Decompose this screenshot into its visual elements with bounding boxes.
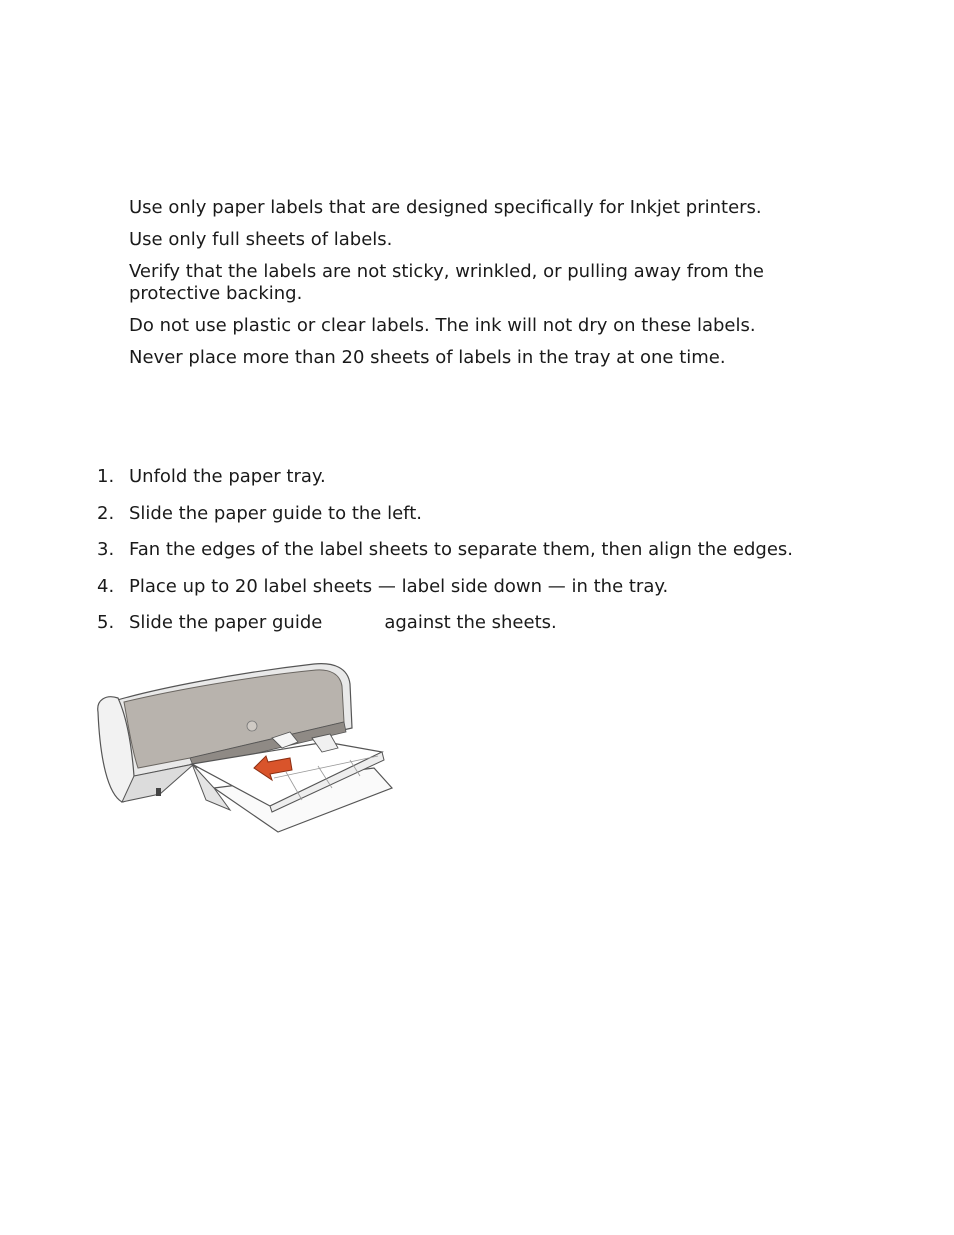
printer-loading-labels-icon: [94, 660, 394, 838]
step-text: Fan the edges of the label sheets to separate them, then align the edges.: [129, 539, 794, 560]
guideline-item: Use only full sheets of labels.: [129, 229, 393, 250]
step-text: Slide the paper guide to the left.: [129, 503, 422, 524]
step-item: [97, 576, 857, 598]
step-number: 4.: [97, 576, 115, 597]
guideline-item: Verify that the labels are not sticky, wrinkled, or pulling away from the protective backing.: [129, 261, 764, 304]
step-text-after: against the sheets.: [384, 612, 557, 633]
step-number: 1.: [97, 466, 115, 487]
step-number: 3.: [97, 539, 115, 560]
step-item: [97, 503, 857, 525]
guideline-item: Use only paper labels that are designed specifically for Inkjet printers.: [129, 197, 762, 218]
step-number: 2.: [97, 503, 115, 524]
guideline-item: Do not use plastic or clear labels. The ink will not dry on these labels.: [129, 315, 756, 336]
step-item: [97, 539, 857, 561]
step-text-before: Slide the paper guide: [129, 612, 323, 633]
step-item: [97, 466, 857, 488]
step-text: Unfold the paper tray.: [129, 466, 326, 487]
step-text: Place up to 20 label sheets — label side down — in the tray.: [129, 576, 669, 597]
step-item: [97, 612, 857, 634]
guideline-item: Never place more than 20 sheets of labels in the tray at one time.: [129, 347, 726, 368]
step-number: 5.: [97, 612, 115, 633]
